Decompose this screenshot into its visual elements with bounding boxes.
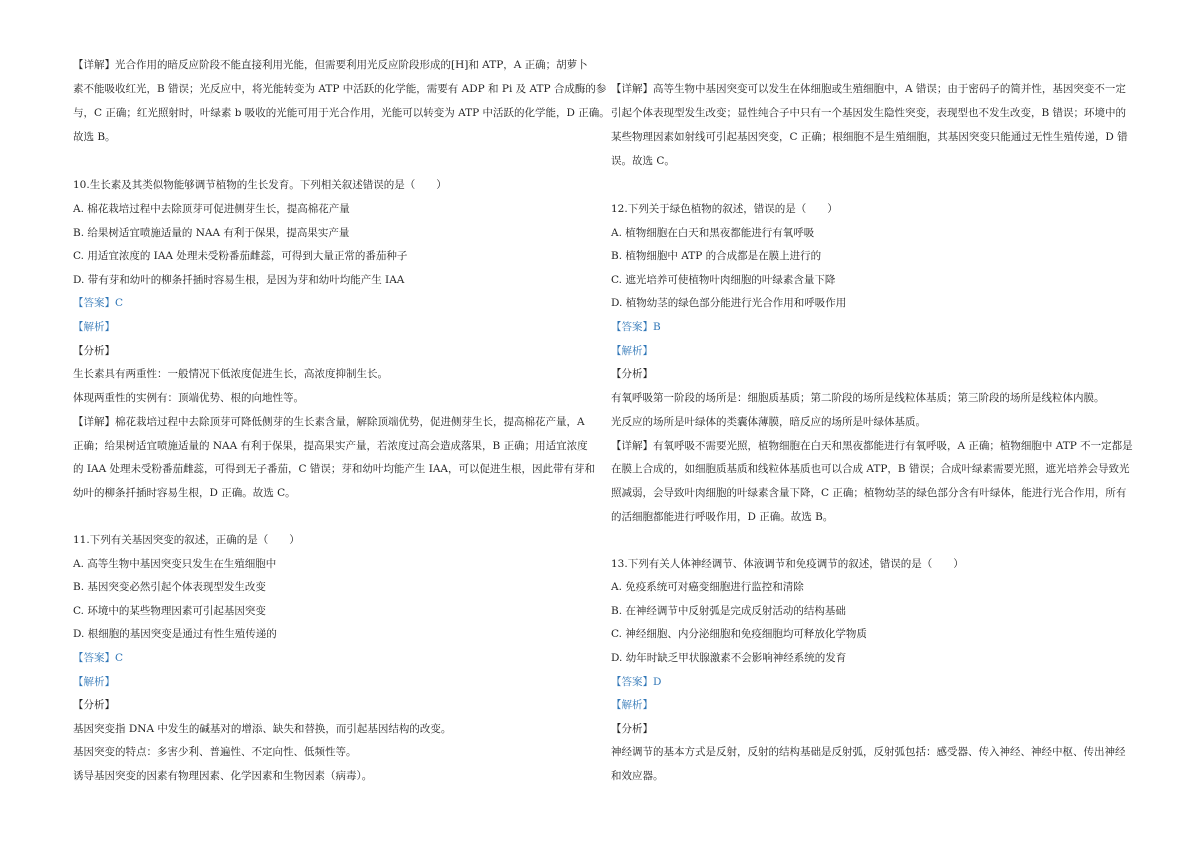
- q9-detail-line-4: 故选 B。: [73, 131, 116, 143]
- q11-option-c: C. 环境中的某些物理因素可引起基因突变: [73, 605, 266, 617]
- q12-detail-line-1: 【详解】有氧呼吸不需要光照，植物细胞在白天和黑夜都能进行有氧呼吸，A 正确；植物细胞中 ATP 不一定都是: [611, 440, 1133, 452]
- q12-detail-line-2: 在膜上合成的，如细胞质基质和线粒体基质也可以合成 ATP，B 错误；合成叶绿素需要光照，遮光培养会导致光: [611, 463, 1130, 475]
- q10-answer: 【答案】C: [73, 297, 124, 309]
- q11-analysis-label: 【解析】: [73, 676, 115, 688]
- q12-detail-line-3: 照减弱，会导致叶肉细胞的叶绿素含量下降，C 正确；植物幼茎的绿色部分含有叶绿体，能进行光合作用，所有: [611, 487, 1127, 499]
- q10-fenxi-line-1: 生长素具有两重性：一般情况下低浓度促进生长，高浓度抑制生长。: [73, 368, 388, 380]
- q12-option-a: A. 植物细胞在白天和黑夜都能进行有氧呼吸: [611, 227, 815, 239]
- q11-fenxi-line-3: 诱导基因突变的因素有物理因素、化学因素和生物因素（病毒）。: [73, 770, 373, 782]
- q10-fenxi-line-2: 体现两重性的实例有：顶端优势、根的向地性等。: [73, 392, 304, 404]
- q11-detail-line-4: 误。故选 C。: [611, 155, 675, 167]
- q11-option-a: A. 高等生物中基因突变只发生在生殖细胞中: [73, 558, 277, 570]
- q11-question: 11.下列有关基因突变的叙述，正确的是（ ）: [73, 534, 300, 546]
- q12-option-d: D. 植物幼茎的绿色部分能进行光合作用和呼吸作用: [611, 297, 847, 309]
- q10-detail-line-4: 幼叶的柳条扦插时容易生根，D 正确。故选 C。: [73, 487, 296, 499]
- q10-question: 10.生长素及其类似物能够调节植物的生长发育。下列相关叙述错误的是（ ）: [73, 179, 447, 191]
- q11-option-b: B. 基因突变必然引起个体表现型发生改变: [73, 581, 266, 593]
- q11-fenxi-line-1: 基因突变指 DNA 中发生的碱基对的增添、缺失和替换，而引起基因结构的改变。: [73, 723, 452, 735]
- q11-detail-line-3: 某些物理因素如射线可引起基因突变，C 正确；根细胞不是生殖细胞，其基因突变只能通过无性生殖传递，D 错: [611, 131, 1128, 143]
- q12-option-b: B. 植物细胞中 ATP 的合成都是在膜上进行的: [611, 250, 822, 262]
- q11-fenxi-label: 【分析】: [73, 699, 115, 711]
- q13-fenxi-line-1: 神经调节的基本方式是反射，反射的结构基础是反射弧，反射弧包括：感受器、传入神经、神经中枢、传出神经: [611, 746, 1126, 758]
- q12-analysis-label: 【解析】: [611, 345, 653, 357]
- q10-option-a: A. 棉花栽培过程中去除顶芽可促进侧芽生长，提高棉花产量: [73, 203, 350, 215]
- q13-option-b: B. 在神经调节中反射弧是完成反射活动的结构基础: [611, 605, 846, 617]
- q11-answer: 【答案】C: [73, 652, 124, 664]
- q10-analysis-label: 【解析】: [73, 321, 115, 333]
- q13-question: 13.下列有关人体神经调节、体液调节和免疫调节的叙述，错误的是（ ）: [611, 558, 964, 570]
- q11-detail-line-1: 【详解】高等生物中基因突变可以发生在体细胞或生殖细胞中，A 错误；由于密码子的简并性，基因突变不一定: [611, 83, 1126, 95]
- q11-option-d: D. 根细胞的基因突变是通过有性生殖传递的: [73, 628, 277, 640]
- q12-detail-line-4: 的活细胞都能进行呼吸作用，D 正确。故选 B。: [611, 511, 834, 523]
- q10-fenxi-label: 【分析】: [73, 345, 115, 357]
- q13-option-d: D. 幼年时缺乏甲状腺激素不会影响神经系统的发育: [611, 652, 847, 664]
- q10-option-d: D. 带有芽和幼叶的柳条扦插时容易生根，是因为芽和幼叶均能产生 IAA: [73, 274, 405, 286]
- q12-option-c: C. 遮光培养可使植物叶肉细胞的叶绿素含量下降: [611, 274, 836, 286]
- q9-detail-line-2: 素不能吸收红光，B 错误；光反应中，将光能转变为 ATP 中活跃的化学能，需要有 ADP 和 Pi 及 ATP 合成酶的参: [73, 83, 607, 95]
- q13-analysis-label: 【解析】: [611, 699, 653, 711]
- q10-detail-line-3: 的 IAA 处理未受粉番茄雌蕊，可得到无子番茄，C 错误；芽和幼叶均能产生 IAA，可以促进生根，因此带有芽和: [73, 463, 596, 475]
- q9-detail-line-1: 【详解】光合作用的暗反应阶段不能直接利用光能，但需要利用光反应阶段形成的[H]和 ATP，A 正确；胡萝卜: [73, 59, 588, 71]
- q12-fenxi-line-1: 有氧呼吸第一阶段的场所是：细胞质基质；第二阶段的场所是线粒体基质；第三阶段的场所是线粒体内膜。: [611, 392, 1105, 404]
- q13-option-a: A. 免疫系统可对癌变细胞进行监控和清除: [611, 581, 804, 593]
- q10-option-c: C. 用适宜浓度的 IAA 处理未受粉番茄雌蕊，可得到大量正常的番茄种子: [73, 250, 408, 262]
- q13-option-c: C. 神经细胞、内分泌细胞和免疫细胞均可释放化学物质: [611, 628, 867, 640]
- q10-option-b: B. 给果树适宜喷施适量的 NAA 有利于保果，提高果实产量: [73, 227, 350, 239]
- q9-detail-line-3: 与，C 正确；红光照射时，叶绿素 b 吸收的光能可用于光合作用，光能可以转变为 ATP 中活跃的化学能，D 正确。: [73, 107, 610, 119]
- q12-question: 12.下列关于绿色植物的叙述，错误的是（ ）: [611, 203, 838, 215]
- q11-detail-line-2: 引起个体表现型发生改变；显性纯合子中只有一个基因发生隐性突变，表现型也不发生改变，B 错误；环境中的: [611, 107, 1127, 119]
- q11-fenxi-line-2: 基因突变的特点：多害少利、普遍性、不定向性、低频性等。: [73, 746, 357, 758]
- q12-fenxi-label: 【分析】: [611, 368, 653, 380]
- q10-detail-line-1: 【详解】棉花栽培过程中去除顶芽可降低侧芽的生长素含量，解除顶端优势，促进侧芽生长，提高棉花产量，A: [73, 416, 585, 428]
- q13-answer: 【答案】D: [611, 676, 662, 688]
- q13-fenxi-line-2: 和效应器。: [611, 770, 664, 782]
- q12-fenxi-line-2: 光反应的场所是叶绿体的类囊体薄膜，暗反应的场所是叶绿体基质。: [611, 416, 926, 428]
- q13-fenxi-label: 【分析】: [611, 723, 653, 735]
- q12-answer: 【答案】B: [611, 321, 661, 333]
- q10-detail-line-2: 正确；给果树适宜喷施适量的 NAA 有利于保果，提高果实产量，若浓度过高会造成落果，B 正确；用适宜浓度: [73, 440, 588, 452]
